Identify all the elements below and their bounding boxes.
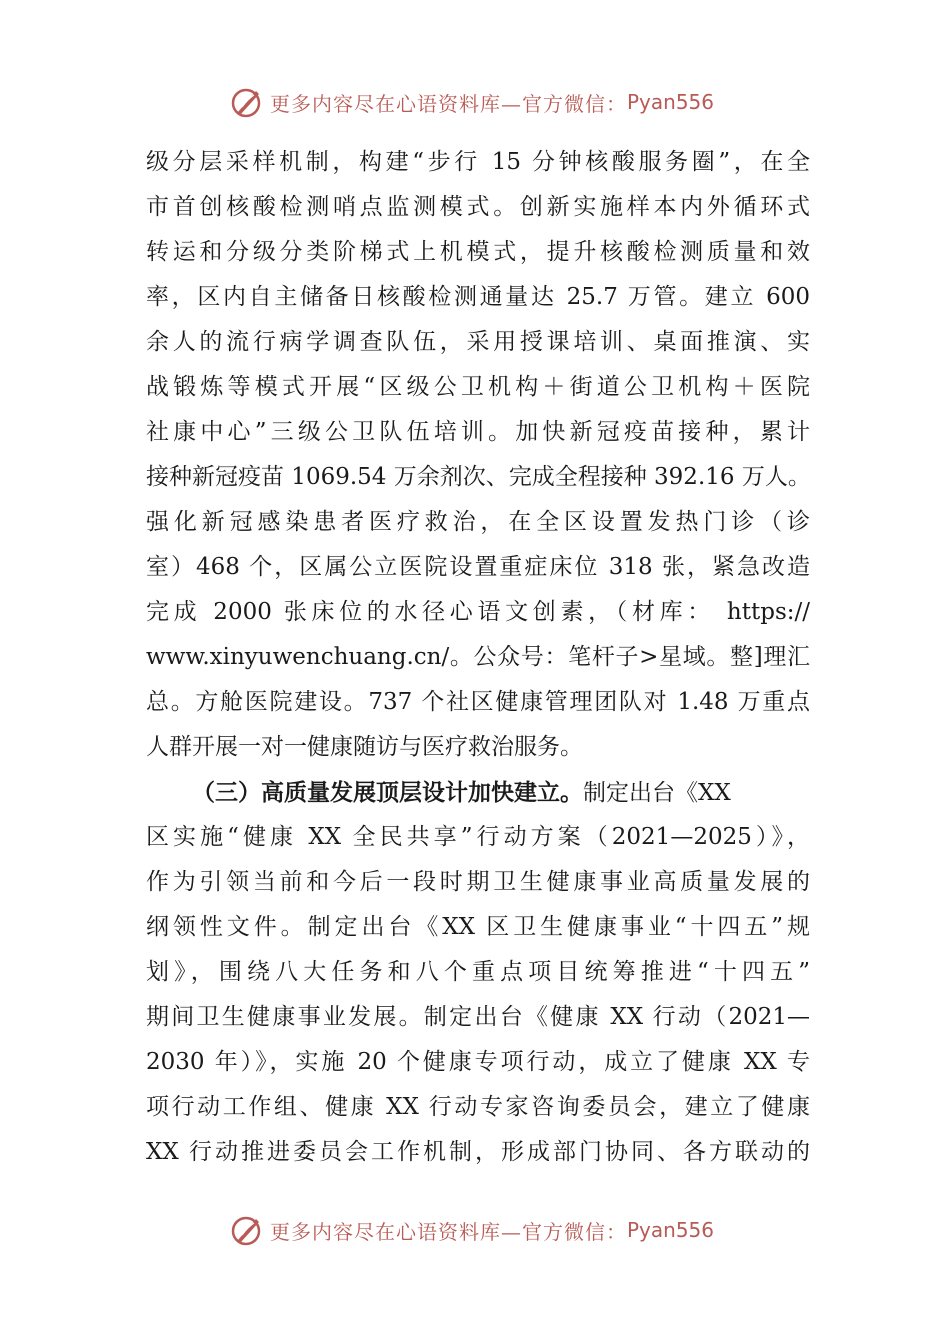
text-line: XX 行动推进委员会工作机制，形成部门协同、各方联动的 xyxy=(146,1139,810,1165)
text-line: 社康中心”三级公卫队伍培训。加快新冠疫苗接种，累计 xyxy=(146,419,810,445)
text-line: 区实施“健康 XX 全民共享”行动方案（2021—2025）》， xyxy=(146,824,810,850)
document-body xyxy=(146,140,810,1175)
text-line: www.xinyuwenchuang.cn/。公众号：笔杆子>星域。整]理汇 xyxy=(146,644,810,670)
section-heading-rest: 制定出台《XX xyxy=(583,780,731,806)
text-line: 划》，围绕八大任务和八个重点项目统筹推进“十四五” xyxy=(146,959,810,985)
text-line: 纲领性文件。制定出台《XX 区卫生健康事业“十四五”规 xyxy=(146,914,810,940)
text-line: 余人的流行病学调查队伍，采用授课培训、桌面推演、实 xyxy=(146,329,810,355)
header-banner xyxy=(230,82,750,122)
banner-text: 更多内容尽在心语资料库—官方微信： xyxy=(270,91,627,116)
footer-banner xyxy=(230,1210,750,1250)
text-line: 人群开展一对一健康随访与医疗救治服务。 xyxy=(146,734,583,760)
text-line: 总。方舱医院建设。737 个社区健康管理团队对 1.48 万重点 xyxy=(146,689,810,715)
text-line: 强化新冠感染患者医疗救治，在全区设置发热门诊（诊 xyxy=(146,509,810,535)
text-line: 战锻炼等模式开展“区级公卫机构＋街道公卫机构＋医院 xyxy=(146,374,810,400)
text-line: 项行动工作组、健康 XX 行动专家咨询委员会，建立了健康 xyxy=(146,1094,810,1120)
text-line: 作为引领当前和今后一段时期卫生健康事业高质量发展的 xyxy=(146,869,810,895)
text-line: 期间卫生健康事业发展。制定出台《健康 XX 行动（2021— xyxy=(146,1004,810,1030)
text-line: 完成 2000 张床位的水径心语文创素，（材库： https:// xyxy=(146,599,810,625)
banner-wechat-id: Pyan556 xyxy=(627,1218,715,1242)
text-line: 接种新冠疫苗 1069.54 万余剂次、完成全程接种 392.16 万人。 xyxy=(146,464,811,490)
banner-wechat-id: Pyan556 xyxy=(627,90,715,114)
quill-logo-icon xyxy=(230,85,264,119)
text-line: 转运和分级分类阶梯式上机模式，提升核酸检测质量和效 xyxy=(146,239,810,265)
quill-logo-icon xyxy=(230,1213,264,1247)
section-heading-line xyxy=(146,770,810,815)
text-line: 2030 年）》，实施 20 个健康专项行动，成立了健康 XX 专 xyxy=(146,1049,810,1075)
text-line: 级分层采样机制，构建“步行 15 分钟核酸服务圈”，在全 xyxy=(146,149,810,175)
text-line: 率，区内自主储备日核酸检测通量达 25.7 万管。建立 600 xyxy=(146,284,810,310)
text-line: 室）468 个，区属公立医院设置重症床位 318 张，紧急改造 xyxy=(146,554,810,580)
banner-text: 更多内容尽在心语资料库—官方微信： xyxy=(270,1219,627,1244)
section-heading: （三）高质量发展顶层设计加快建立。 xyxy=(192,779,583,806)
text-line: 市首创核酸检测哨点监测模式。创新实施样本内外循环式 xyxy=(146,194,810,220)
